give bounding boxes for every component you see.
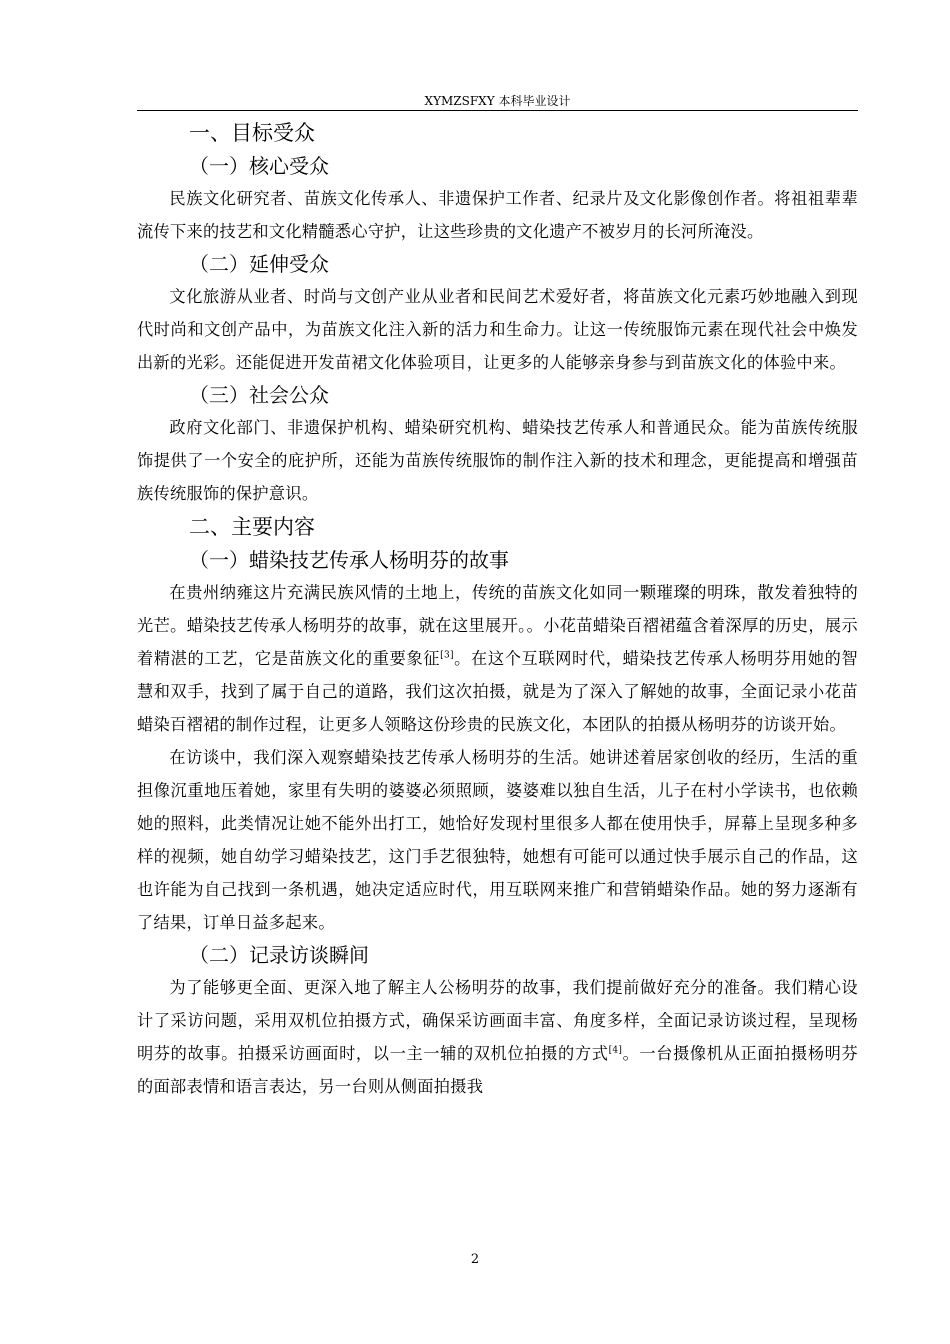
paragraph (137, 576, 858, 741)
paragraph: 在访谈中，我们深入观察蜡染技艺传承人杨明芬的生活。她讲述着居家创收的经历，生活的重担像沉重地压着她，家里有失明的婆婆必须照顾，婆婆难以独自生活，儿子在村小学读书，也依赖她的照料，此类情况让她不能外出打工，她恰好发现村里很多人都在使用快手，屏幕上呈现多种多样的视频，她自幼学习蜡染技艺，这门手艺很独特，她想有可能可以通过快手展示自己的作品，这也许能为自己找到一条机遇，她决定适应时代，用互联网来推广和营销蜡染作品。她的努力逐渐有了结果，订单日益多起来。 (137, 748, 858, 932)
subsection-heading-story: （一）蜡染技艺传承人杨明芬的故事 (189, 548, 509, 572)
section-heading-main-content: 二、主要内容 (189, 515, 315, 539)
paragraph: 民族文化研究者、苗族文化传承人、非遗保护工作者、纪录片及文化影像创作者。将祖祖辈辈流传下来的技艺和文化精髓悉心守护，让这些珍贵的文化遗产不被岁月的长河所淹没。 (137, 189, 858, 241)
paragraph-text: 为了能够更全面、更深入地了解主人公杨明芬的故事，我们提前做好充分的准备。我们精心设计了采访问题，采用双机位拍摄方式，确保采访画面丰富、角度多样，全面记录访谈过程，呈现杨明芬的故事。拍摄采访画面时，以一主一辅的双机位拍摄的方式 (137, 978, 858, 1063)
subsection-heading-public: （三）社会公众 (189, 383, 329, 407)
paragraph-text: 在贵州纳雍这片充满民族风情的土地上，传统的苗族文化如同一颗璀璨的明珠，散发着独特的光芒。蜡染技艺传承人杨明芬的故事，就在这里展开。。小花苗蜡染百褶裙蕴含着深厚的历史，展示着精湛的工艺，它是苗族文化的重要象征 (137, 583, 858, 668)
subsection-heading-extended-audience: （二）延伸受众 (189, 252, 329, 276)
paragraph: 政府文化部门、非遗保护机构、蜡染研究机构、蜡染技艺传承人和普通民众。能为苗族传统服饰提供了一个安全的庇护所，还能为苗族传统服饰的制作注入新的技术和理念，更能提高和增强苗族传统服饰的保护意识。 (137, 418, 858, 503)
paragraph-text: 。在这个互联网时代，蜡染技艺传承人杨明芬用她的智慧和双手，找到了属于自己的道路，我们这次拍摄，就是为了深入了解她的故事，全面记录小花苗蜡染百褶裙的制作过程，让更多人领略这份珍贵的民族文化，本团队的拍摄从杨明芬的访谈开始。 (137, 649, 859, 734)
page-number: 2 (470, 1252, 480, 1267)
page-header: XYMZSFXY 本科毕业设计 (137, 92, 858, 111)
subsection-heading-core-audience: （一）核心受众 (189, 154, 329, 178)
citation-ref: [3] (440, 650, 454, 661)
paragraph-text: 。一台摄像机从正面拍摄杨明芬的面部表情和语言表达，另一台则从侧面拍摄我 (137, 1044, 858, 1096)
subsection-heading-interview: （二）记录访谈瞬间 (189, 943, 369, 967)
section-heading-target-audience: 一、目标受众 (189, 121, 315, 145)
citation-ref: [4] (608, 1045, 623, 1056)
paragraph: 文化旅游从业者、时尚与文创产业从业者和民间艺术爱好者，将苗族文化元素巧妙地融入到现代时尚和文创产品中，为苗族文化注入新的活力和生命力。让这一传统服饰元素在现代社会中焕发出新的光彩。还能促进开发苗裙文化体验项目，让更多的人能够亲身参与到苗族文化的体验中来。 (137, 287, 858, 372)
paragraph (137, 971, 858, 1103)
document-body (137, 116, 858, 1103)
